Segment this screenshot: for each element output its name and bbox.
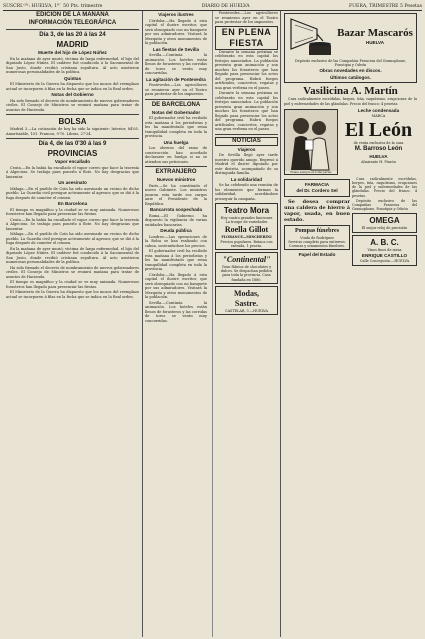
bazar-title: Bazar Mascarós xyxy=(337,27,413,40)
farmacia-name: del Dr. Cordero Sel xyxy=(296,188,338,194)
gramophone-icon xyxy=(287,15,333,59)
omega-title: OMEGA xyxy=(369,216,400,226)
fiesta-body: Durante la semana próxima se celebrarán en esta capital los festejos anunciados. La población presenta gran animación y son muchos los forasteros que han llegado para presenciar los actos del programa. Habrá fuegos artificiales, conciertos, regatas y una gran verbena en el paseo. xyxy=(215,49,278,90)
article-subhead: Quintas xyxy=(63,75,82,81)
article-subhead: La agitación de Pontevedra xyxy=(146,76,206,82)
bazar-header xyxy=(287,15,414,59)
article-subhead: Notas del Gobernador xyxy=(151,109,201,115)
leon-marca: MARCA xyxy=(371,114,386,119)
abc-title: A. B. C. xyxy=(370,237,399,247)
article-body: Córdoba.—Ha llegado á esta capital el ilustre escritor, que será obsequiado con un banquete por sus admiradores. Visitará la Mezquita y otros monumentos de la población. xyxy=(145,272,207,299)
article-body: Pontevedra.—Los agricultores se reunieron ayer en el Teatro para protestar de los impuestos. xyxy=(145,83,207,96)
dateline-2: Día 4, de las 0'30 á las 9 xyxy=(38,141,107,147)
article-body: El tiempo es magnífico y la ciudad se ve muy animada. Numerosos forasteros han llegado para presenciar las fiestas. xyxy=(6,280,139,289)
leon-tipo: de venta exclusiva de la casa xyxy=(353,140,404,145)
article-body: Ceuta.—En la bahía ha encallado el vapor correo que hace la travesía á Algeciras. Se trabaja para ponerlo á flote. No hay desgracias que lamentar. xyxy=(6,165,139,179)
farmacia-ad xyxy=(284,179,350,197)
sastre-title: Modas, xyxy=(233,288,260,298)
article-body: Los obreros del ramo de construcción han acordado declararse en huelga si no se atienden sus peticiones. xyxy=(145,146,207,164)
article-body: Sevilla.—Continúa la animación. Los hoteles están llenos de forasteros y las corridas de toros se verán muy concurridas. xyxy=(145,300,207,323)
provincias-heading: PROVINCIAS xyxy=(47,149,98,158)
vasilicina-body-2: Cura radicalmente escrófulas, herpes, tiña, raquitismo, erupciones de la piel y enfermedades de las glándulas. Precio del frasco: 4 pesetas. xyxy=(352,176,417,198)
article-subhead: Muerte del hijo de López Núñez xyxy=(38,50,107,55)
article-subhead: Una huelga xyxy=(163,139,189,145)
pompas-body: Servicio completo para entierros. Coronas y ornamentos fúnebres. xyxy=(288,240,346,249)
sastre-addr: CASTELAR, 3.—HUELVA xyxy=(225,308,268,313)
bazar-precios: Últimos catálogos. xyxy=(330,74,371,80)
bolsa-heading: BOLSA xyxy=(58,117,87,126)
teatro-sub: La troupe de variedades xyxy=(225,220,268,225)
fiesta-body: Durante la semana próxima se celebrarán en esta capital los festejos anunciados. La población presenta gran animación y son muchos los forasteros que han llegado para presenciar los actos del programa. Habrá fuegos artificiales, conciertos, regatas y una gran verbena en el paseo. xyxy=(215,91,278,131)
vasilicina-body: Cura radicalmente escrófulas, herpes, tiña, raquitismo, erupciones de la piel y enfermedades de las glándulas. Precio del frasco: 4 pesetas. xyxy=(284,97,417,106)
masthead-subscription: SUSCRI.ᴼᴺ: HUELVA, 1ᴿ˙ 50 Pts. trimestre xyxy=(3,3,103,9)
article-body: Ha sido firmado el decreto de nombramiento de nuevos gobernadores civiles. El Consejo de Ministros se reunirá mañana para tratar de asuntos de Hacienda. xyxy=(6,98,139,112)
divider xyxy=(215,134,278,135)
article-subhead: Viajeros ilustres xyxy=(158,12,194,17)
lower-ads-left xyxy=(284,177,350,268)
article-body: El Ministerio de la Guerra ha dispuesto que los mozos del reemplazo actual se incorporen á filas en la fecha que se indica en la Real orden. xyxy=(6,82,139,91)
illustration-children xyxy=(284,109,338,175)
bazar-body: Depósito exclusivo de las Compañías Francesa del Gramophone, Fonotipia y Odeón xyxy=(294,59,407,68)
abc-sub: Vinos finos de mesa xyxy=(367,247,402,252)
papel-heading: Papel del Estado xyxy=(298,252,336,258)
article-body: Pontevedra.—Los agricultores se reunieron ayer en el Teatro para protestar de los impuestos. xyxy=(215,11,278,24)
article-body: El gobernador civil ha recibido esta mañana á los periodistas y les ha manifestado que reina tranquilidad completa en toda la provincia. xyxy=(145,116,207,138)
continental-ad xyxy=(215,252,278,284)
article-body: Se ha celebrado una reunión de los elementos que forman la solidaridad, acordándose proseguir la campaña. xyxy=(215,183,278,201)
article-body: En la mañana de ayer murió, víctima de larga enfermedad, el hijo del diputado López Núñez. El cadáver fué conducido á la Sacramental de San Justo, donde recibió cristiana sepultura. Al acto asistieron numerosas personalidades de la política. xyxy=(6,56,139,74)
bolsa-body: Madrid 3.—La cotización de hoy ha sido la siguiente: Interior, 84'05. Amortizable, 101. Francos, 9'70. Libras, 27'24. xyxy=(6,127,139,136)
omega-sub: El mejor reloj de precisión xyxy=(361,226,408,231)
city-heading-madrid: MADRID xyxy=(56,40,89,49)
continental-title: "Continental" xyxy=(222,255,271,265)
teatro-mora-ad xyxy=(215,203,278,250)
leon-top: Leche condensada xyxy=(357,107,400,113)
vasilicina-title: Vasilicina A. Martín xyxy=(303,85,398,98)
article-body: El tiempo es magnífico y la ciudad se ve muy animada. Numerosos forasteros han llegado para presenciar las fiestas. xyxy=(6,207,139,216)
article-body: De Sevilla llegó ayer tarde nuestro querido amigo. Regresó á Madrid el ilustre diputado por este distrito, acompañado de su distinguida familia. xyxy=(215,153,278,175)
article-body: El Ministerio de la Guerra ha dispuesto que los mozos del reemplazo actual se incorporen á filas en la fecha que se indica en la Real orden. xyxy=(6,290,139,299)
teatro-line: Hoy cuatro grandes funciones xyxy=(220,216,273,220)
article-subhead: Viajeros xyxy=(237,146,256,152)
pompas-title: Pompas fúnebres xyxy=(294,227,340,234)
barcelona-heading: DE BARCELONA xyxy=(151,101,201,108)
divider xyxy=(6,138,139,139)
farmacia-title: FARMACIA xyxy=(304,181,330,187)
continental-body: Gran fábrica de chocolates y dulces. Se despachan pedidos para toda la provincia. Casa fundada en 1880. xyxy=(220,265,273,282)
masthead-price: FUERA, TRIMESTRE 5 Pesetas xyxy=(348,3,422,9)
column-advertisements xyxy=(281,11,420,637)
article-subhead: Un asesinato xyxy=(58,180,87,185)
plena-fiesta-heading: EN PLENA FIESTA xyxy=(215,26,278,50)
masthead-title: DIARIO DE HUELVA xyxy=(201,3,250,9)
farmacia-body: Se desea comprar una caldera de hierro á vapor, usada, en buen estado. xyxy=(284,198,350,223)
article-body: En la mañana de ayer murió, víctima de larga enfermedad, el hijo del diputado López Núñez. El cadáver fué conducido á la Sacramental de San Justo, donde recibió cristiana sepultura. Al acto asistieron numerosas personalidades de la política. xyxy=(6,246,139,264)
leon-ad-row xyxy=(284,107,417,177)
article-subhead: La solidaridad xyxy=(230,176,263,182)
bazar-city: HUELVA xyxy=(365,40,385,46)
divider xyxy=(145,99,207,100)
article-body: Ceuta.—En la bahía ha encallado el vapor correo que hace la travesía á Algeciras. Se trabaja para ponerlo á flote. No hay desgracias que lamentar. xyxy=(6,217,139,231)
omega-ad xyxy=(352,213,417,232)
divider xyxy=(145,166,207,167)
pompas-name: Viuda de Rodríguez xyxy=(300,235,334,240)
masthead xyxy=(3,2,422,11)
children-drinking-milk-icon xyxy=(285,110,335,172)
lower-ads-row xyxy=(284,177,417,268)
dateline: Día 3, de las 20 á las 24 xyxy=(39,32,106,38)
article-body: Málaga.—En el pueblo de Coín ha sido asesinado un vecino de dicho pueblo. La Guardia civil persigue activamente al agresor, que se dió á la fuga después de cometer el crimen. xyxy=(6,232,139,245)
section-heading: INFORMACIÓN TELEGRÁFICA xyxy=(28,20,117,26)
article-body: Málaga.—En el pueblo de Coín ha sido asesinado un vecino de dicho pueblo. La Guardia civil persigue activamente al agresor, que se dió á la fuga después de cometer el crimen. xyxy=(6,186,139,200)
article-body: Roma.—El Gobierno ha dispuesto la vigilancia de varias entidades bancarias. xyxy=(145,213,207,227)
extranjero-heading: EXTRANJERO xyxy=(155,169,197,175)
article-subhead: Notas del Gobierno xyxy=(51,92,94,97)
column-news-right xyxy=(212,11,280,637)
enrique-addr: Calle Concepción.—HUELVA xyxy=(359,259,410,264)
article-body: Córdoba.—Ha llegado á esta capital el ilustre escritor, que será obsequiado con un banquete por sus admiradores. Visitará la Mezquita y otros monumentos de la población. xyxy=(145,18,207,45)
divider xyxy=(6,114,139,115)
bazar-text xyxy=(336,27,414,47)
teatro-body: Precios populares. Butaca con entrada, 1 peseta. xyxy=(220,239,273,248)
article-subhead: Deuda pública xyxy=(160,228,192,233)
column-telegrams xyxy=(3,11,143,637)
pompas-ad xyxy=(284,225,350,251)
edition-heading: EDICIÓN DE LA MAÑANA xyxy=(36,12,109,18)
bazar-body-2: Depósito exclusivo de las Compañías Francesa del Gramophone, Fonotipia y Odeón xyxy=(352,198,417,212)
article-body: París.—Se ha constituido el nuevo Gabinete. Los ministros juraron esta tarde sus cargos ante el Presidente de la República. xyxy=(145,183,207,206)
article-subhead: Bancarrota sospechada xyxy=(149,207,203,212)
teatro-note: FLORANCE—MISCHERINI xyxy=(221,235,272,240)
article-subhead: Vapor encallado xyxy=(54,159,91,164)
article-subhead: Nuevos ministros xyxy=(156,177,196,182)
article-subhead: En Barcelona xyxy=(57,201,88,206)
lower-ads-right xyxy=(352,177,417,268)
el-leon-ad xyxy=(340,107,417,177)
column-news xyxy=(143,11,281,637)
article-body: Sevilla.—Continúa la animación. Los hoteles están llenos de forasteros y las corridas de toros se verán muy concurridas. xyxy=(145,53,207,75)
teatro-title: Teatro Mora xyxy=(223,206,270,215)
sastre-ad xyxy=(215,286,278,315)
column-news-left xyxy=(143,11,209,637)
columns xyxy=(3,11,422,637)
bazar-obras: Obras novedades en discos. xyxy=(319,68,382,74)
illustration-caption: Pídase siempre en todas partes xyxy=(285,171,337,174)
article-body: Londres.—Las operaciones de la Bolsa se han realizado con calma, sosteniéndose los precios. xyxy=(145,234,207,248)
leon-city: HUELVA xyxy=(369,153,388,159)
noticias-heading: NOTICIAS xyxy=(215,137,278,146)
abc-ad xyxy=(352,235,417,266)
leon-casa: M. Barroso León xyxy=(354,145,403,152)
divider xyxy=(6,29,139,30)
article-body: Ha sido firmado el decreto de nombramiento de nuevos gobernadores civiles. El Consejo de Ministros se reunirá mañana para tratar de asuntos de Hacienda. xyxy=(6,265,139,279)
sastre-sub: Sastre. xyxy=(234,298,259,308)
article-body: El gobernador civil ha recibido esta mañana á los periodistas y les ha manifestado que reina tranquilidad completa en toda la provincia. xyxy=(145,249,207,271)
article-subhead: Las fiestas de Sevilla xyxy=(152,46,200,52)
leon-addr: Almirante H. Pinzón xyxy=(361,160,396,165)
leon-name: El León xyxy=(344,118,413,141)
bazar-mascaros-ad xyxy=(284,13,417,83)
enrique-name: ENRIQUE CASTILLO xyxy=(361,252,408,258)
teatro-star: Roella Gillot xyxy=(224,225,269,235)
